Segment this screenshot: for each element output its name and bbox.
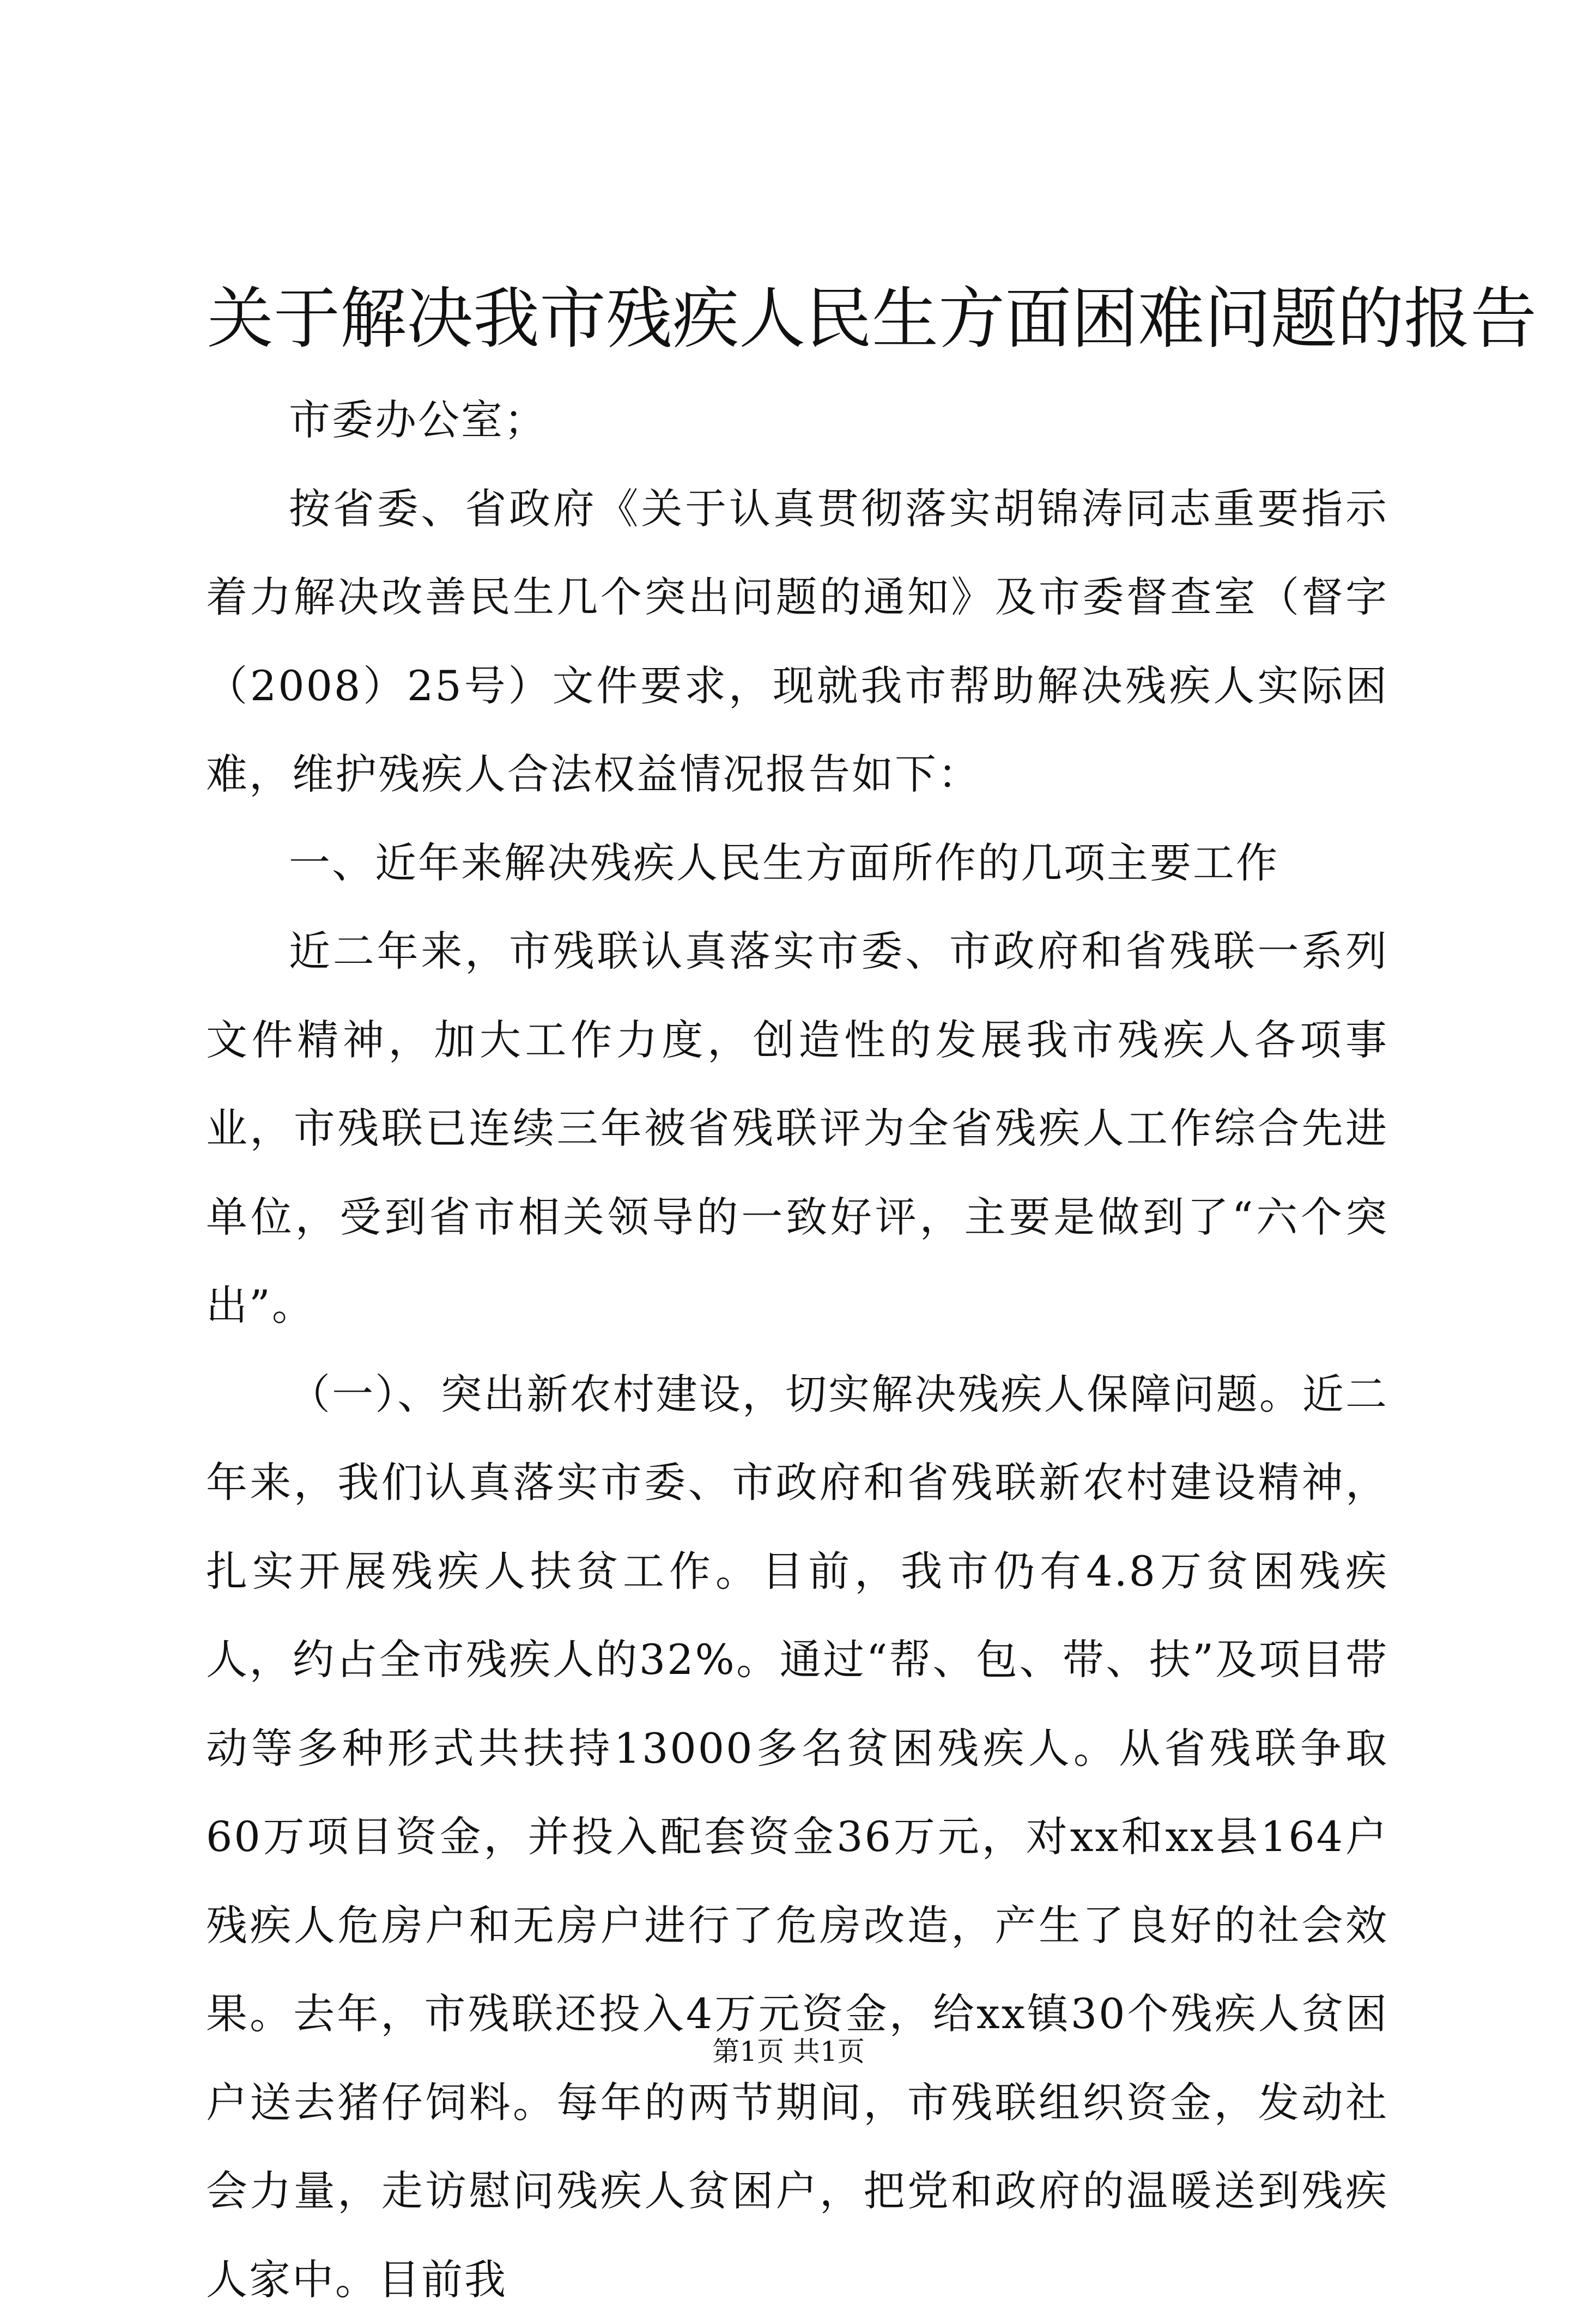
document-title: 关于解决我市残疾人民生方面困难问题的报告 xyxy=(207,278,1395,360)
section-heading: 一、近年来解决残疾人民生方面所作的几项主要工作 xyxy=(206,819,1388,908)
page-footer: 第1页 共1页 xyxy=(0,2035,1577,2068)
summary-paragraph: 近二年来，市残联认真落实市委、市政府和省残联一系列文件精神，加大工作力度，创造性的发展我市残疾人各项事业，市残联已连续三年被省残联评为全省残疾人工作综合先进单位，受到省市相关领导的一致好评，主要是做到了“六个突出”。 xyxy=(206,907,1388,1350)
salutation-paragraph: 市委办公室； xyxy=(206,376,1388,465)
intro-paragraph: 按省委、省政府《关于认真贯彻落实胡锦涛同志重要指示着力解决改善民生几个突出问题的通知》及市委督查室（督字（2008）25号）文件要求，现就我市帮助解决残疾人实际困难，维护残疾人合法权益情况报告如下： xyxy=(206,465,1388,819)
subsection-paragraph: （一）、突出新农村建设，切实解决残疾人保障问题。近二年来，我们认真落实市委、市政府和省残联新农村建设精神，扎实开展残疾人扶贫工作。目前，我市仍有4.8万贫困残疾人，约占全市残疾人的32%。通过“帮、包、带、扶”及项目带动等多种形式共扶持13000多名贫困残疾人。从省残联争取60万项目资金，并投入配套资金36万元，对xx和xx县164户残疾人危房户和无房户进行了危房改造，产生了良好的社会效果。去年，市残联还投入4万元资金，给xx镇30个残疾人贫困户送去猪仔饲料。每年的两节期间，市残联组织资金，发动社会力量，走访慰问残疾人贫困户，把党和政府的温暖送到残疾人家中。目前我 xyxy=(206,1350,1388,2324)
document-body xyxy=(206,376,1388,2324)
